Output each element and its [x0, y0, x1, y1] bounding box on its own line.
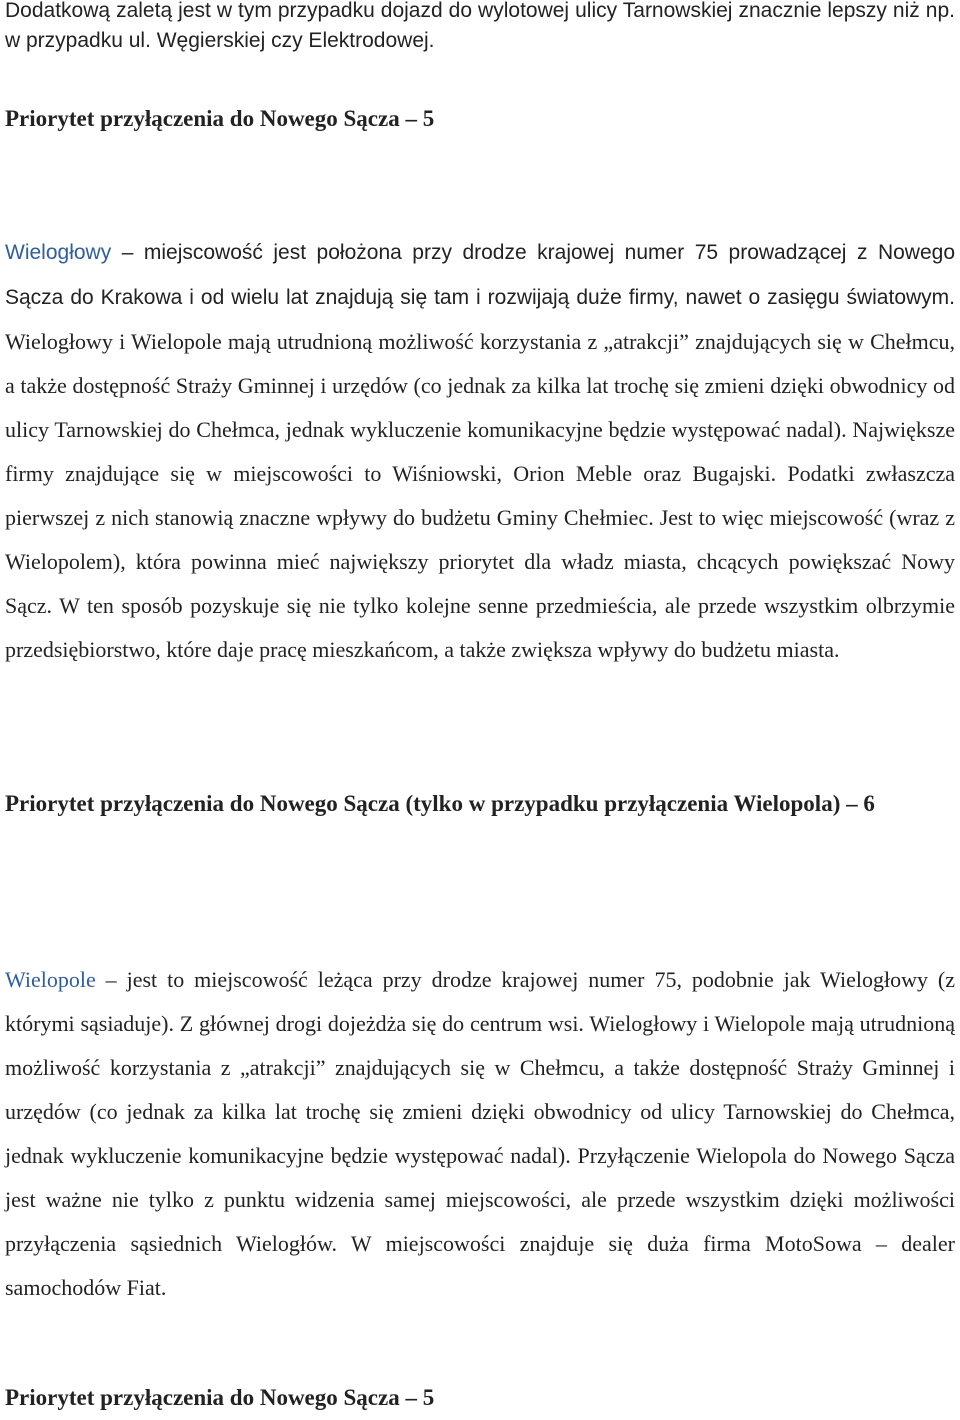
wieloglowy-paragraph — [5, 230, 955, 672]
wieloglowy-line1: – miejscowość jest położona przy drodze krajowej numer 75 prowadzącej — [111, 241, 847, 264]
wieloglowy-line2: z Nowego Sącza do Krakowa i od wielu lat znajdują się tam i rozwijają duże firmy, nawet — [5, 241, 955, 309]
priority-heading-3: Priorytet przyłączenia do Nowego Sącza – 5 — [5, 1385, 435, 1410]
intro-paragraph — [5, 0, 955, 56]
priority-heading-1: Priorytet przyłączenia do Nowego Sącza – 5 — [5, 106, 435, 131]
wielopole-body: – jest to miejscowość leżąca przy drodze krajowej numer 75, podobnie jak Wielogłowy (z którymi sąsiaduje). Z głównej drogi dojeżdża się do centrum wsi. Wielogłowy i Wielopole mają utrudnioną możliwość korzystania z „atrakcji” znajdujących się w Chełmcu, a także dostępność Straży Gminnej i urzędów (co jednak za kilka lat trochę się zmieni dzięki obwodnicy od ulicy Tarnowskiej do Chełmca, jednak wykluczenie komunikacyjne będzie występować nadal). Przyłączenie Wielopola do Nowego Sącza jest ważne nie tylko z punktu widzenia samej miejscowości, ale przede wszystkim dzięki możliwości przyłączenia sąsiednich Wielogłów. W miejscowości znajduje się duża firma MotoSowa – dealer samochodów Fiat. — [5, 967, 955, 1300]
wieloglowy-body: Wielogłowy i Wielopole mają utrudnioną możliwość korzystania z „atrakcji” znajdujących się w Chełmcu, a także dostępność Straży Gminnej i urzędów (co jednak za kilka lat trochę się zmieni dzięki obwodnicy od ulicy Tarnowskiej do Chełmca, jednak wykluczenie komunikacyjne będzie występować nadal). Największe firmy znajdujące się w miejscowości to Wiśniowski, Orion Meble oraz Bugajski. Podatki zwłaszcza pierwszej z nich stanowią znaczne wpływy do budżetu Gminy Chełmiec. Jest to więc miejscowość (wraz z Wielopolem), która powinna mieć największy priorytet dla władz miasta, chcących powiększać Nowy Sącz. W ten sposób pozyskuje się nie tylko kolejne senne przedmieścia, ale przede wszystkim olbrzymie przedsiębiorstwo, które daje pracę mieszkańcom, a także zwiększa wpływy do budżetu miasta. — [5, 329, 955, 662]
wieloglowy-intro — [5, 241, 955, 309]
intro-text: Dodatkową zaletą jest w tym przypadku dojazd do wylotowej ulicy Tarnowskiej znacznie lepszy niż np. w przypadku ul. Węgierskiej czy Elektrodowej. — [5, 0, 955, 52]
wielopole-term: Wielopole — [5, 967, 96, 992]
wieloglowy-line3: o zasięgu światowym. — [748, 286, 955, 309]
wielopole-paragraph — [5, 958, 955, 1310]
priority-heading-2: Priorytet przyłączenia do Nowego Sącza (tylko w przypadku przyłączenia Wielopola) – 6 — [5, 791, 875, 816]
wieloglowy-term: Wielogłowy — [5, 241, 112, 264]
